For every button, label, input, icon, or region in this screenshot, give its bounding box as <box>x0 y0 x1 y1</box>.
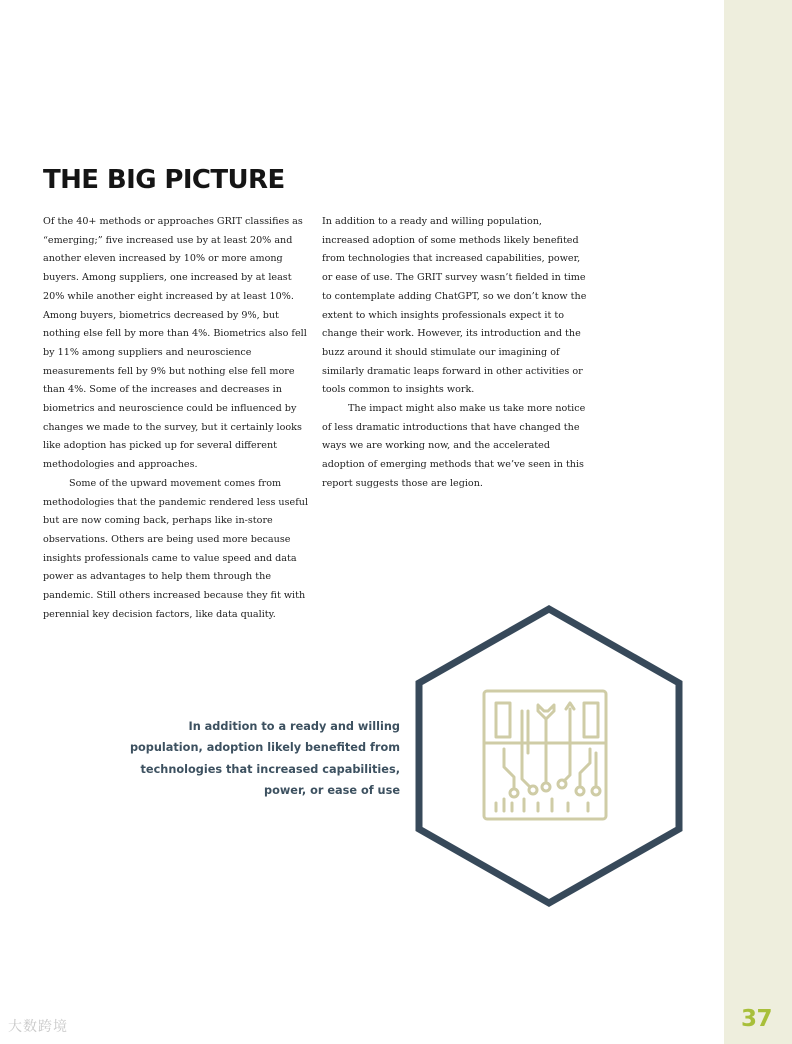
page-number: 37 <box>741 1006 773 1032</box>
body-column-left <box>43 213 309 624</box>
body-column-right <box>322 213 590 494</box>
toolbox-circuit-icon <box>484 691 606 819</box>
body-paragraph: Some of the upward movement comes from methodologies that the pandemic rendered less useful but are now coming back, perhaps like in-store observations. Others are being used more because insights professionals came to value speed and data power as advantages to help them through the pandemic. Still others increased because they fit with perennial key decision factors, like data quality. <box>43 477 309 620</box>
hexagon-graphic <box>412 603 686 909</box>
pull-quote: In addition to a ready and willing population, adoption likely benefited from technologies that increased capabilities, power, or ease of use <box>129 720 400 798</box>
watermark: 大数跨境 <box>8 1019 68 1035</box>
right-sidebar-strip <box>724 0 792 1044</box>
body-paragraph: In addition to a ready and willing population, increased adoption of some methods likely benefited from technologies that increased capabilities, power, or ease of use. The GRIT survey wasn’t fielded in time to contemplate adding ChatGPT, so we don’t know the extent to which insights professionals expect it to change their work. However, its introduction and the buzz around it should stimulate our imagining of similarly dramatic leaps forward in other activities or tools common to insights work. <box>322 216 587 396</box>
body-paragraph: The impact might also make us take more notice of less dramatic introductions that have changed the ways we are working now, and the accelerated adoption of emerging methods that we’ve seen in this report suggests those are legion. <box>322 403 586 489</box>
body-paragraph: Of the 40+ methods or approaches GRIT classifies as “emerging;” five increased use by at least 20% and another eleven increased by 10% or more among buyers. Among suppliers, one increased by at least 20% while another eight increased by at least 10%. Among buyers, biometrics decreased by 9%, but nothing else fell by more than 4%. Biometrics also fell by 11% among suppliers and neuroscience measurements fell by 9% but nothing else fell more than 4%. Some of the increases and decreases in biometrics and neuroscience could be influenced by changes we made to the survey, but it certainly looks like adoption has picked up for several different methodologies and approaches. <box>43 216 307 471</box>
hexagon-frame <box>419 609 679 903</box>
page-title: THE BIG PICTURE <box>43 165 285 195</box>
